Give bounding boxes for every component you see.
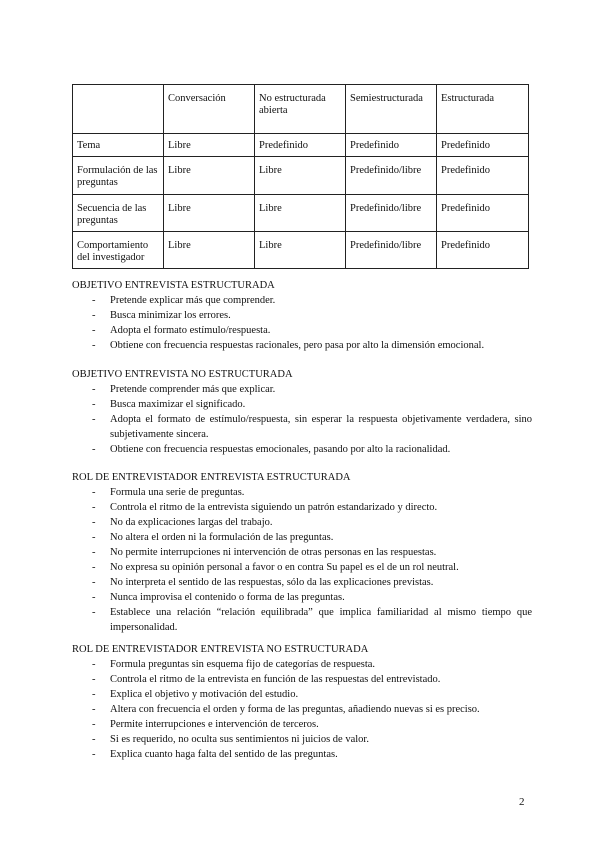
table-row — [73, 195, 529, 232]
dash-bullet: - — [92, 532, 96, 543]
list-item-text: Adopta el formato estímulo/respuesta. — [110, 325, 271, 336]
list-item-text: Obtiene con frecuencia respuestas racionales, pero pasa por alto la dimensión emocional. — [110, 340, 485, 351]
list-item-text: Obtiene con frecuencia respuestas emocionales, pasando por alto la racionalidad. — [110, 444, 451, 455]
table-cell: Libre — [164, 232, 255, 269]
table-cell: Libre — [164, 134, 255, 157]
table-cell: Tema — [73, 134, 164, 157]
list-item — [72, 687, 532, 702]
list-item-text: Explica el objetivo y motivación del estudio. — [110, 689, 299, 700]
comparison-table — [72, 84, 529, 269]
list-item — [72, 560, 532, 575]
list-item — [72, 485, 532, 500]
table-cell: Predefinido — [437, 134, 529, 157]
dash-bullet: - — [92, 607, 96, 618]
dash-bullet: - — [92, 547, 96, 558]
table-cell: Predefinido/libre — [346, 195, 437, 232]
table-cell: Secuencia de las preguntas — [73, 195, 164, 232]
dash-bullet: - — [92, 577, 96, 588]
table-cell: Predefinido — [437, 195, 529, 232]
bullet-list — [72, 293, 532, 353]
dash-bullet: - — [92, 689, 96, 700]
dash-bullet: - — [92, 749, 96, 760]
table-cell: Libre — [255, 195, 346, 232]
list-item-text: Busca minimizar los errores. — [110, 310, 231, 321]
section-objetivo-no-estructurada — [72, 367, 532, 457]
section-heading: OBJETIVO ENTREVISTA NO ESTRUCTURADA — [72, 369, 293, 380]
table-cell: Predefinido/libre — [346, 157, 437, 195]
list-item-text: Formula preguntas sin esquema fijo de categorías de respuesta. — [110, 659, 376, 670]
section-objetivo-estructurada — [72, 278, 532, 353]
list-item — [72, 338, 532, 353]
table-cell: Predefinido — [437, 232, 529, 269]
list-item-text: Pretende explicar más que comprender. — [110, 295, 276, 306]
list-item — [72, 293, 532, 308]
table-cell: Formulación de las preguntas — [73, 157, 164, 195]
list-item-text: Formula una serie de preguntas. — [110, 487, 245, 498]
dash-bullet: - — [92, 414, 96, 425]
list-item — [72, 308, 532, 323]
dash-bullet: - — [92, 399, 96, 410]
section-heading: ROL DE ENTREVISTADOR ENTREVISTA NO ESTRUCTURADA — [72, 644, 369, 655]
table-header-cell: Estructurada — [437, 85, 529, 134]
list-item — [72, 412, 532, 442]
table-cell: Libre — [164, 157, 255, 195]
dash-bullet: - — [92, 517, 96, 528]
dash-bullet: - — [92, 719, 96, 730]
list-item-text: No da explicaciones largas del trabajo. — [110, 517, 273, 528]
list-item-text: Adopta el formato de estímulo/respuesta, sin esperar la respuesta objetivamente verdadera, sino subjetivamente sincera. — [110, 414, 532, 440]
dash-bullet: - — [92, 592, 96, 603]
list-item — [72, 747, 532, 762]
page-number: 2 — [519, 796, 525, 808]
section-rol-estructurada — [72, 470, 532, 635]
dash-bullet: - — [92, 562, 96, 573]
list-item-text: Explica cuanto haga falta del sentido de las preguntas. — [110, 749, 338, 760]
list-item — [72, 702, 532, 717]
list-item-text: Permite interrupciones e intervención de terceros. — [110, 719, 319, 730]
list-item-text: No permite interrupciones ni intervención de otras personas en las respuestas. — [110, 547, 437, 558]
list-item-text: Establece una relación “relación equilibrada” que implica familiaridad al mismo tiempo que impersonalidad. — [110, 607, 532, 633]
table-cell: Predefinido — [255, 134, 346, 157]
section-rol-no-estructurada — [72, 642, 532, 762]
dash-bullet: - — [92, 704, 96, 715]
bullet-list — [72, 485, 532, 635]
table-cell: Libre — [255, 232, 346, 269]
list-item-text: Altera con frecuencia el orden y forma de las preguntas, añadiendo nuevas si es preciso. — [110, 704, 480, 715]
dash-bullet: - — [92, 734, 96, 745]
list-item-text: No expresa su opinión personal a favor o en contra Su papel es el de un rol neutral. — [110, 562, 459, 573]
bullet-list — [72, 657, 532, 762]
table-header-cell — [73, 85, 164, 134]
table-cell: Predefinido/libre — [346, 232, 437, 269]
list-item — [72, 575, 532, 590]
table-header-row — [73, 85, 529, 134]
table-cell: Libre — [164, 195, 255, 232]
dash-bullet: - — [92, 384, 96, 395]
section-heading: OBJETIVO ENTREVISTA ESTRUCTURADA — [72, 280, 275, 291]
list-item-text: No interpreta el sentido de las respuestas, sólo da las explicaciones previstas. — [110, 577, 434, 588]
list-item-text: Controla el ritmo de la entrevista en función de las respuestas del entrevistado. — [110, 674, 441, 685]
table-header-cell: Conversación — [164, 85, 255, 134]
list-item — [72, 397, 532, 412]
list-item — [72, 382, 532, 397]
table-cell: Predefinido — [437, 157, 529, 195]
dash-bullet: - — [92, 487, 96, 498]
list-item — [72, 605, 532, 635]
list-item-text: Nunca improvisa el contenido o forma de las preguntas. — [110, 592, 345, 603]
list-item-text: Busca maximizar el significado. — [110, 399, 246, 410]
section-heading: ROL DE ENTREVISTADOR ENTREVISTA ESTRUCTURADA — [72, 472, 351, 483]
table-cell: Comportamiento del investigador — [73, 232, 164, 269]
table-cell: Libre — [255, 157, 346, 195]
table-row — [73, 157, 529, 195]
table-header-cell: No estructurada abierta — [255, 85, 346, 134]
dash-bullet: - — [92, 310, 96, 321]
list-item — [72, 732, 532, 747]
dash-bullet: - — [92, 502, 96, 513]
dash-bullet: - — [92, 295, 96, 306]
dash-bullet: - — [92, 674, 96, 685]
table-row — [73, 232, 529, 269]
list-item-text: Controla el ritmo de la entrevista siguiendo un patrón estandarizado y directo. — [110, 502, 438, 513]
dash-bullet: - — [92, 340, 96, 351]
list-item — [72, 717, 532, 732]
dash-bullet: - — [92, 444, 96, 455]
list-item — [72, 515, 532, 530]
list-item — [72, 442, 532, 457]
dash-bullet: - — [92, 659, 96, 670]
list-item — [72, 500, 532, 515]
list-item — [72, 672, 532, 687]
bullet-list — [72, 382, 532, 457]
dash-bullet: - — [92, 325, 96, 336]
list-item — [72, 323, 532, 338]
list-item-text: Si es requerido, no oculta sus sentimientos ni juicios de valor. — [110, 734, 369, 745]
list-item-text: Pretende comprender más que explicar. — [110, 384, 276, 395]
list-item — [72, 657, 532, 672]
table-cell: Predefinido — [346, 134, 437, 157]
list-item — [72, 545, 532, 560]
list-item — [72, 530, 532, 545]
list-item-text: No altera el orden ni la formulación de las preguntas. — [110, 532, 334, 543]
table-row — [73, 134, 529, 157]
table-header-cell: Semiestructurada — [346, 85, 437, 134]
list-item — [72, 590, 532, 605]
